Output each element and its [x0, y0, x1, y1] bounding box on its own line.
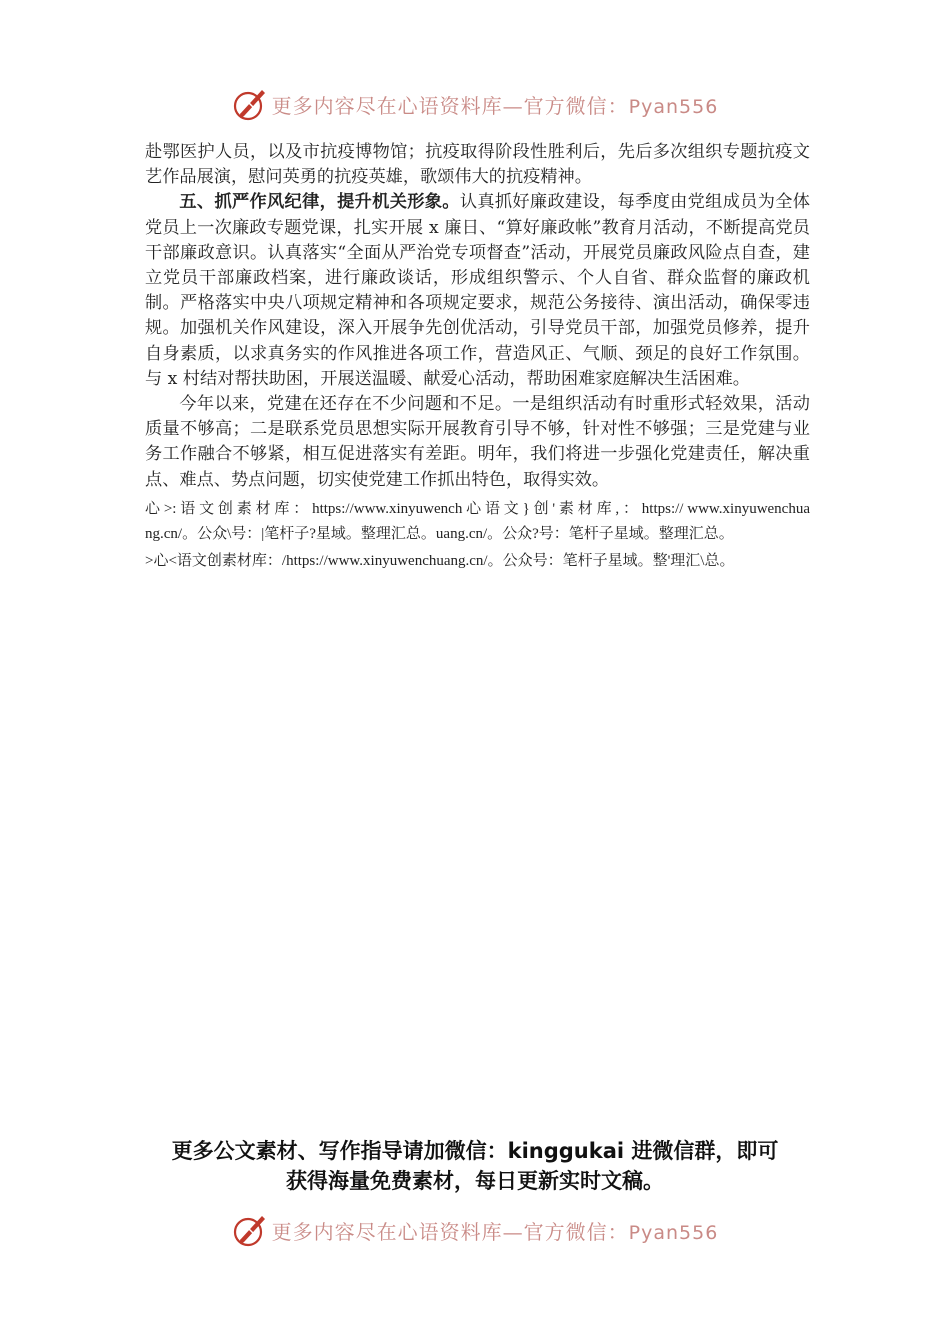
quill-logo-icon [232, 1212, 268, 1248]
document-body [145, 140, 810, 574]
footer-banner [0, 1210, 950, 1250]
quill-logo-icon [232, 86, 268, 122]
footer-note-line-2: 获得海量免费素材，每日更新实时文稿。 [286, 1169, 664, 1193]
header-banner [0, 84, 950, 124]
source-line-1: 心 >: 语 文 创 素 材 库 ： https://www.xinyuwench 心 语 文 } 创 ' 素 材 库 , ： https:// www.xinyuwenchuang.cn/。公众\号：|笔杆子?星域。整理汇总。uang.cn/。公众?号：笔杆子星域。整理汇总。 [145, 500, 810, 542]
footer-note [0, 1136, 950, 1196]
footer-note-line-1: 更多公文素材、写作指导请加微信：kinggukai 进微信群，即可 [171, 1139, 779, 1163]
paragraph-continuation: 赴鄂医护人员，以及市抗疫博物馆；抗疫取得阶段性胜利后，先后多次组织专题抗疫文艺作品展演，慰问英勇的抗疫英雄，歌颂伟大的抗疫精神。 [145, 142, 810, 188]
section-five-body: 认真抓好廉政建设，每季度由党组成员为全体党员上一次廉政专题党课，扎实开展 x 廉日、“算好廉政帐”教育月活动，不断提高党员干部廉政意识。认真落实“全面从严治党专项督查”活动，开展党员廉政风险点自查，建立党员干部廉政档案，进行廉政谈话，形成组织警示、个人自省、群众监督的廉政机制。严格落实中央八项规定精神和各项规定要求，规范公务接待、演出活动，确保零违规。加强机关作风建设，深入开展争先创优活动，引导党员干部，加强党员修养，提升自身素质，以求真务实的作风推进各项工作，营造风正、气顺、颈足的良好工作氛围。与 x 村结对帮扶助困，开展送温暖、献爱心活动，帮助困难家庭解决生活困难。 [145, 192, 810, 389]
paragraph-section-five [145, 190, 810, 392]
section-five-heading: 五、抓严作风纪律，提升机关形象。 [179, 192, 460, 213]
header-wechat-id: Pyan556 [628, 95, 719, 118]
header-banner-text: 更多内容尽在心语资料库—官方微信：Pyan556 [271, 93, 719, 118]
footer-wechat-id: Pyan556 [628, 1221, 719, 1244]
footer-banner-text: 更多内容尽在心语资料库—官方微信：Pyan556 [271, 1219, 719, 1244]
source-line-2: >心<语文创素材库：/https://www.xinyuwenchuang.cn/。公众号：笔杆子星域。整'理汇\总。 [145, 552, 735, 569]
paragraph-problems: 今年以来，党建在还存在不少问题和不足。一是组织活动有时重形式轻效果，活动质量不够高；二是联系党员思想实际开展教育引导不够，针对性不够强；三是党建与业务工作融合不够紧，相互促进落实有差距。明年，我们将进一步强化党建责任，解决重点、难点、势点问题，切实使党建工作抓出特色，取得实效。 [145, 394, 810, 490]
